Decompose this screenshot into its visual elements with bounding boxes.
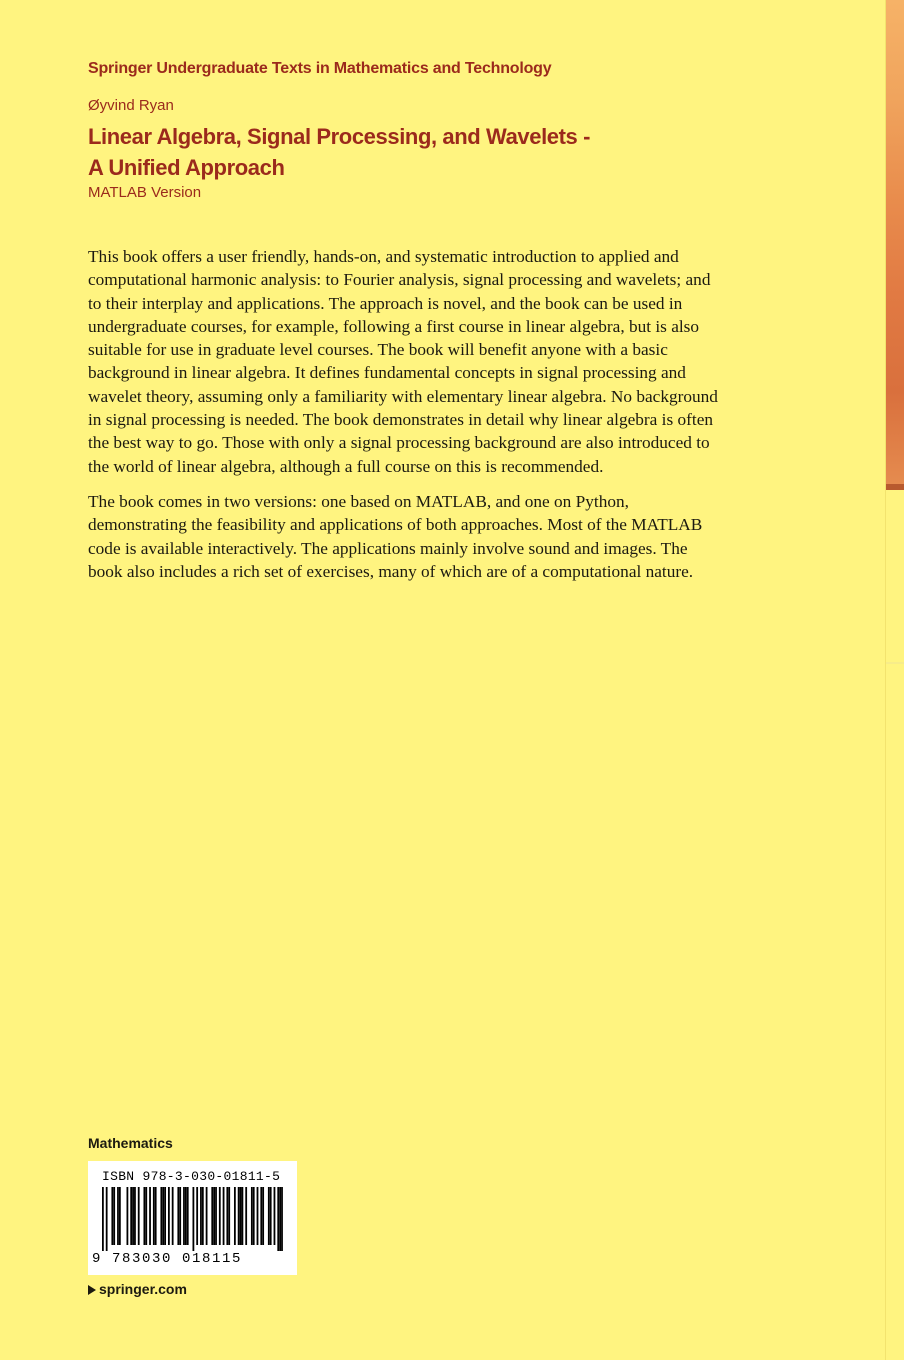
barcode-bar: [138, 1187, 140, 1245]
barcode-bar: [219, 1187, 221, 1245]
barcode-bar: [130, 1187, 132, 1245]
barcode-bar: [281, 1187, 283, 1251]
spine-artwork: [886, 0, 904, 490]
isbn-label: ISBN 978-3-030-01811-5: [102, 1169, 281, 1184]
barcode-bar: [145, 1187, 147, 1245]
website-label: springer.com: [99, 1281, 187, 1297]
barcode-bar: [117, 1187, 119, 1245]
barcode-bar: [162, 1187, 164, 1245]
barcode-bar: [172, 1187, 174, 1245]
arrow-right-icon: [88, 1285, 96, 1295]
barcode-bar: [183, 1187, 185, 1245]
barcode-bar: [277, 1187, 279, 1251]
barcode-bar: [240, 1187, 242, 1245]
description-paragraph-2: The book comes in two versions: one based on MATLAB, and one on Python, demonstrating the feasibility and applications of both approaches. Most of the MATLAB code is available interactively. The applications mainly involve sound and images. The book also includes a rich set of exercises, many of which are of a computational nature.: [88, 491, 703, 581]
barcode-bar: [211, 1187, 213, 1245]
barcode-bar: [168, 1187, 170, 1245]
barcode-bar: [193, 1187, 195, 1251]
publisher-website[interactable]: [88, 1281, 187, 1297]
barcode-bar: [238, 1187, 240, 1245]
barcode-bar: [164, 1187, 166, 1245]
book-title: [88, 121, 648, 183]
barcode-bar: [253, 1187, 255, 1245]
barcode-bar: [260, 1187, 262, 1245]
book-description: [88, 245, 718, 595]
barcode-bar: [268, 1187, 270, 1245]
ean-digits: 9 783030 018115: [92, 1251, 243, 1267]
barcode-bar: [223, 1187, 225, 1245]
barcode-bar: [153, 1187, 155, 1245]
author-name: Øyvind Ryan: [88, 97, 174, 114]
barcode-bar: [200, 1187, 202, 1245]
barcode-bar: [213, 1187, 215, 1245]
barcode-bar: [113, 1187, 115, 1245]
barcode-bar: [106, 1187, 108, 1251]
barcode-bar: [196, 1187, 198, 1245]
spine-divider: [886, 662, 904, 664]
barcode-bar: [206, 1187, 208, 1245]
barcode-bar: [245, 1187, 247, 1245]
barcode-bar: [187, 1187, 189, 1245]
book-title-line-1: Linear Algebra, Signal Processing, and Wavelets -: [88, 124, 591, 149]
book-subtitle: MATLAB Version: [88, 184, 202, 201]
barcode-bar: [262, 1187, 264, 1245]
barcode-bar: [242, 1187, 244, 1245]
barcode-bar: [274, 1187, 276, 1245]
barcode-bar: [149, 1187, 151, 1245]
barcode-bar: [143, 1187, 145, 1245]
barcode-bar: [177, 1187, 179, 1245]
barcode-bar: [257, 1187, 259, 1245]
barcode-bar: [251, 1187, 253, 1245]
barcode-bar: [155, 1187, 157, 1245]
barcode-bar: [279, 1187, 281, 1251]
barcode-bar: [134, 1187, 136, 1245]
isbn-barcode: [88, 1161, 297, 1275]
subject-category: Mathematics: [88, 1135, 173, 1151]
book-title-line-2: A Unified Approach: [88, 155, 285, 180]
barcode-bar: [102, 1187, 104, 1251]
barcode-bar: [127, 1187, 129, 1245]
barcode-bar: [234, 1187, 236, 1245]
barcode-bar: [132, 1187, 134, 1245]
barcode-bar: [270, 1187, 272, 1245]
barcode-bar: [119, 1187, 121, 1245]
barcode-bar: [179, 1187, 181, 1245]
barcode-bars: [102, 1187, 283, 1251]
barcode-bar: [160, 1187, 162, 1245]
barcode-bar: [202, 1187, 204, 1245]
spine-strip: [885, 0, 904, 1360]
description-paragraph-1: This book offers a user friendly, hands-on, and systematic introduction to applied and computational harmonic analysis: to Fourier analysis, signal processing and wavelets; and to their interplay and applications. The approach is novel, and the book can be used in undergraduate courses, for example, following a first course in linear algebra, but is also suitable for use in graduate level courses. The book will benefit anyone with a basic background in linear algebra. It defines fundamental concepts in signal processing and wavelet theory, assuming only a familiarity with elementary linear algebra. No background in signal processing is needed. The book demonstrates in detail why linear algebra is often the best way to go. Those with only a signal processing background are also introduced to the world of linear algebra, although a full course on this is recommended.: [88, 247, 718, 476]
barcode-bar: [215, 1187, 217, 1245]
series-name: Springer Undergraduate Texts in Mathematics and Technology: [88, 60, 552, 77]
barcode-bar: [228, 1187, 230, 1245]
barcode-bar: [111, 1187, 113, 1245]
barcode-bar: [185, 1187, 187, 1245]
barcode-bar: [226, 1187, 228, 1245]
